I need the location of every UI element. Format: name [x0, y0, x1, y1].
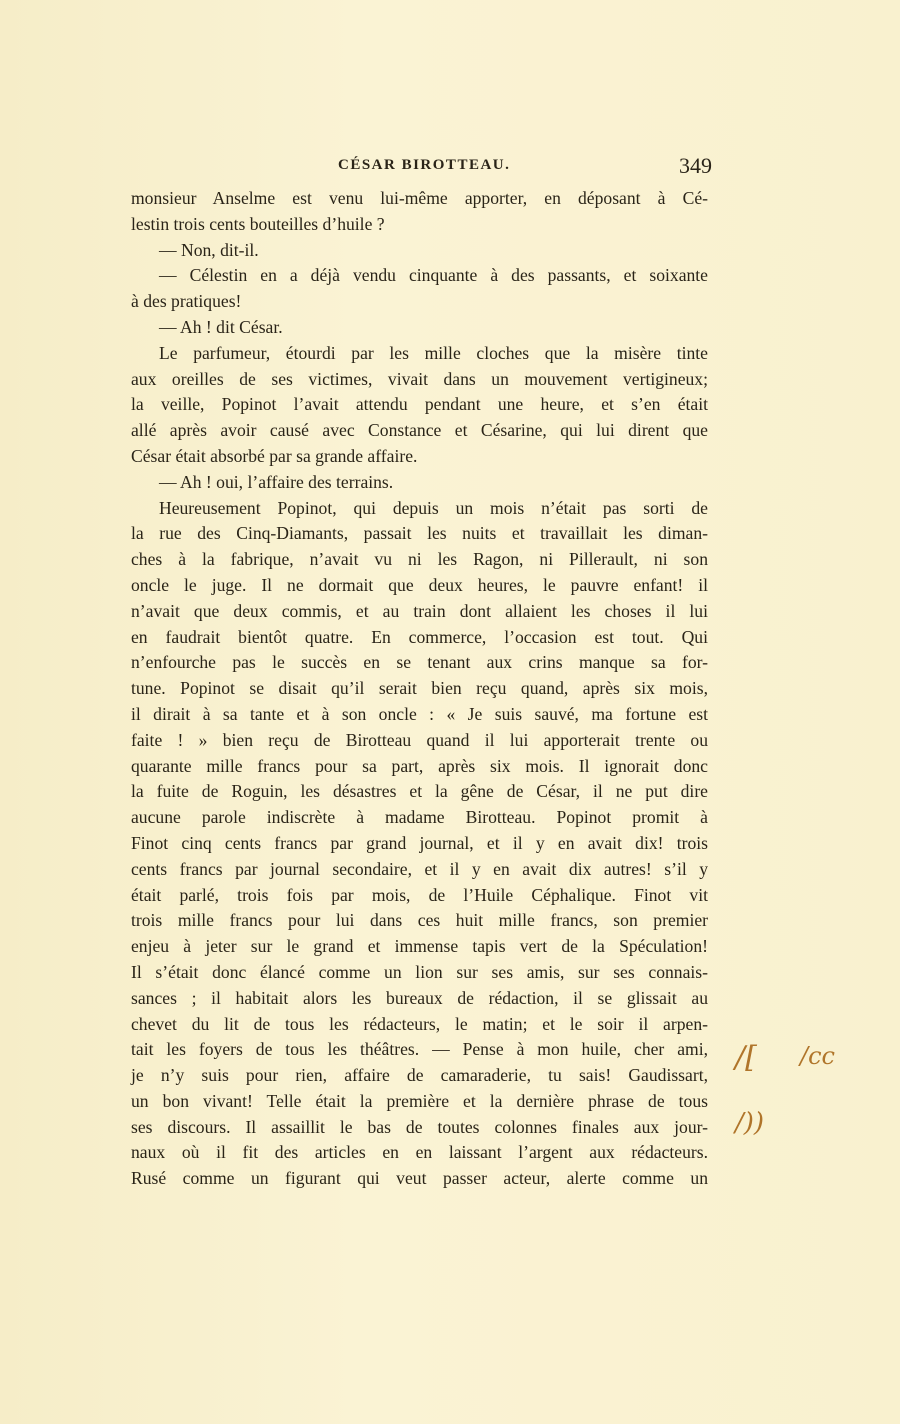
- text-line: un bon vivant! Telle était la première et la dernière phrase de tous: [131, 1090, 708, 1111]
- text-line: monsieur Anselme est venu lui-même apporter, en déposant à Cé-: [131, 188, 708, 208]
- text-line: quarante mille francs pour sa part, après six mois. Il ignorait donc: [131, 755, 708, 776]
- text-line: Il s’était donc élancé comme un lion sur ses amis, sur ses connais-: [131, 961, 708, 982]
- text-line: à des pratiques!: [131, 291, 242, 312]
- text-line: tune. Popinot se disait qu’il serait bien reçu quand, après six mois,: [131, 678, 708, 699]
- text-line: n’enfourche pas le succès en se tenant aux crins manque sa for-: [131, 652, 708, 673]
- text-line: César était absorbé par sa grande affaire.: [131, 445, 418, 466]
- text-line: la rue des Cinq-Diamants, passait les nuits et travaillait les diman-: [131, 523, 708, 544]
- text-line: aucune parole indiscrète à madame Birotteau. Popinot promit à: [131, 807, 708, 828]
- text-line: oncle le juge. Il ne dormait que deux heures, le pauvre enfant! il: [131, 574, 708, 595]
- text-line: ches à la fabrique, n’avait vu ni les Ragon, ni Pillerault, ni son: [131, 549, 708, 570]
- text-line: en faudrait bientôt quatre. En commerce, l’occasion est tout. Qui: [131, 626, 708, 647]
- text-line: il dirait à sa tante et à son oncle : « Je suis sauvé, ma fortune est: [131, 703, 708, 724]
- text-line: trois mille francs pour lui dans ces huit mille francs, son premier: [131, 910, 708, 931]
- text-line: ses discours. Il assaillit le bas de toutes colonnes finales aux jour-: [131, 1116, 708, 1137]
- text-line: était parlé, trois fois par mois, de l’Huile Céphalique. Finot vit: [131, 884, 708, 905]
- text-line: chevet du lit de tous les rédacteurs, le matin; et le soir il arpen-: [131, 1013, 708, 1034]
- text-line: allé après avoir causé avec Constance et Césarine, qui lui dirent que: [131, 420, 708, 441]
- text-line: faite ! » bien reçu de Birotteau quand il lui apporterait trente ou: [131, 729, 708, 750]
- text-line: naux où il fit des articles en en laissant l’argent aux rédacteurs.: [131, 1142, 708, 1163]
- text-line: Finot cinq cents francs par grand journal, et il y en avait dix! trois: [131, 832, 708, 853]
- text-line: Le parfumeur, étourdi par les mille cloches que la misère tinte: [159, 342, 708, 363]
- text-line: n’avait que deux commis, et au train dont allaient les choses il lui: [131, 600, 708, 621]
- text-line: cents francs par journal secondaire, et il y en avait dix autres! s’il y: [131, 858, 708, 879]
- running-title: CÉSAR BIROTTEAU.: [338, 157, 511, 173]
- text-line: — Ah ! oui, l’affaire des terrains.: [159, 471, 394, 492]
- text-line: la veille, Popinot l’avait attendu pendant une heure, et s’en était: [131, 394, 708, 415]
- text-line: — Célestin en a déjà vendu cinquante à des passants, et soixante: [159, 265, 708, 286]
- text-line: lestin trois cents bouteilles d’huile ?: [131, 213, 385, 234]
- text-line: aux oreilles de ses victimes, vivait dans un mouvement vertigineux;: [131, 368, 708, 389]
- handwritten-note: /[: [735, 1040, 757, 1075]
- text-line: la fuite de Roguin, les désastres et la gêne de César, il ne put dire: [131, 781, 708, 802]
- text-line: Heureusement Popinot, qui depuis un mois n’était pas sorti de: [159, 497, 708, 518]
- text-line: tait les foyers de tous les théâtres. — Pense à mon huile, cher ami,: [131, 1039, 708, 1060]
- text-line: Rusé comme un figurant qui veut passer acteur, alerte comme un: [131, 1168, 708, 1189]
- text-line: — Ah ! dit César.: [159, 316, 283, 337]
- text-line: enjeu à jeter sur le grand et immense tapis vert de la Spéculation!: [131, 936, 708, 957]
- handwritten-note: /)): [735, 1108, 765, 1138]
- body-text: [131, 186, 708, 1192]
- page-number: 349: [679, 153, 712, 178]
- text-line: sances ; il habitait alors les bureaux de rédaction, il se glissait au: [131, 987, 708, 1008]
- text-line: je n’y suis pour rien, affaire de camaraderie, tu sais! Gaudissart,: [131, 1065, 708, 1086]
- handwritten-note: /cc: [800, 1042, 835, 1070]
- text-line: — Non, dit-il.: [159, 239, 259, 260]
- page-header: [130, 153, 712, 181]
